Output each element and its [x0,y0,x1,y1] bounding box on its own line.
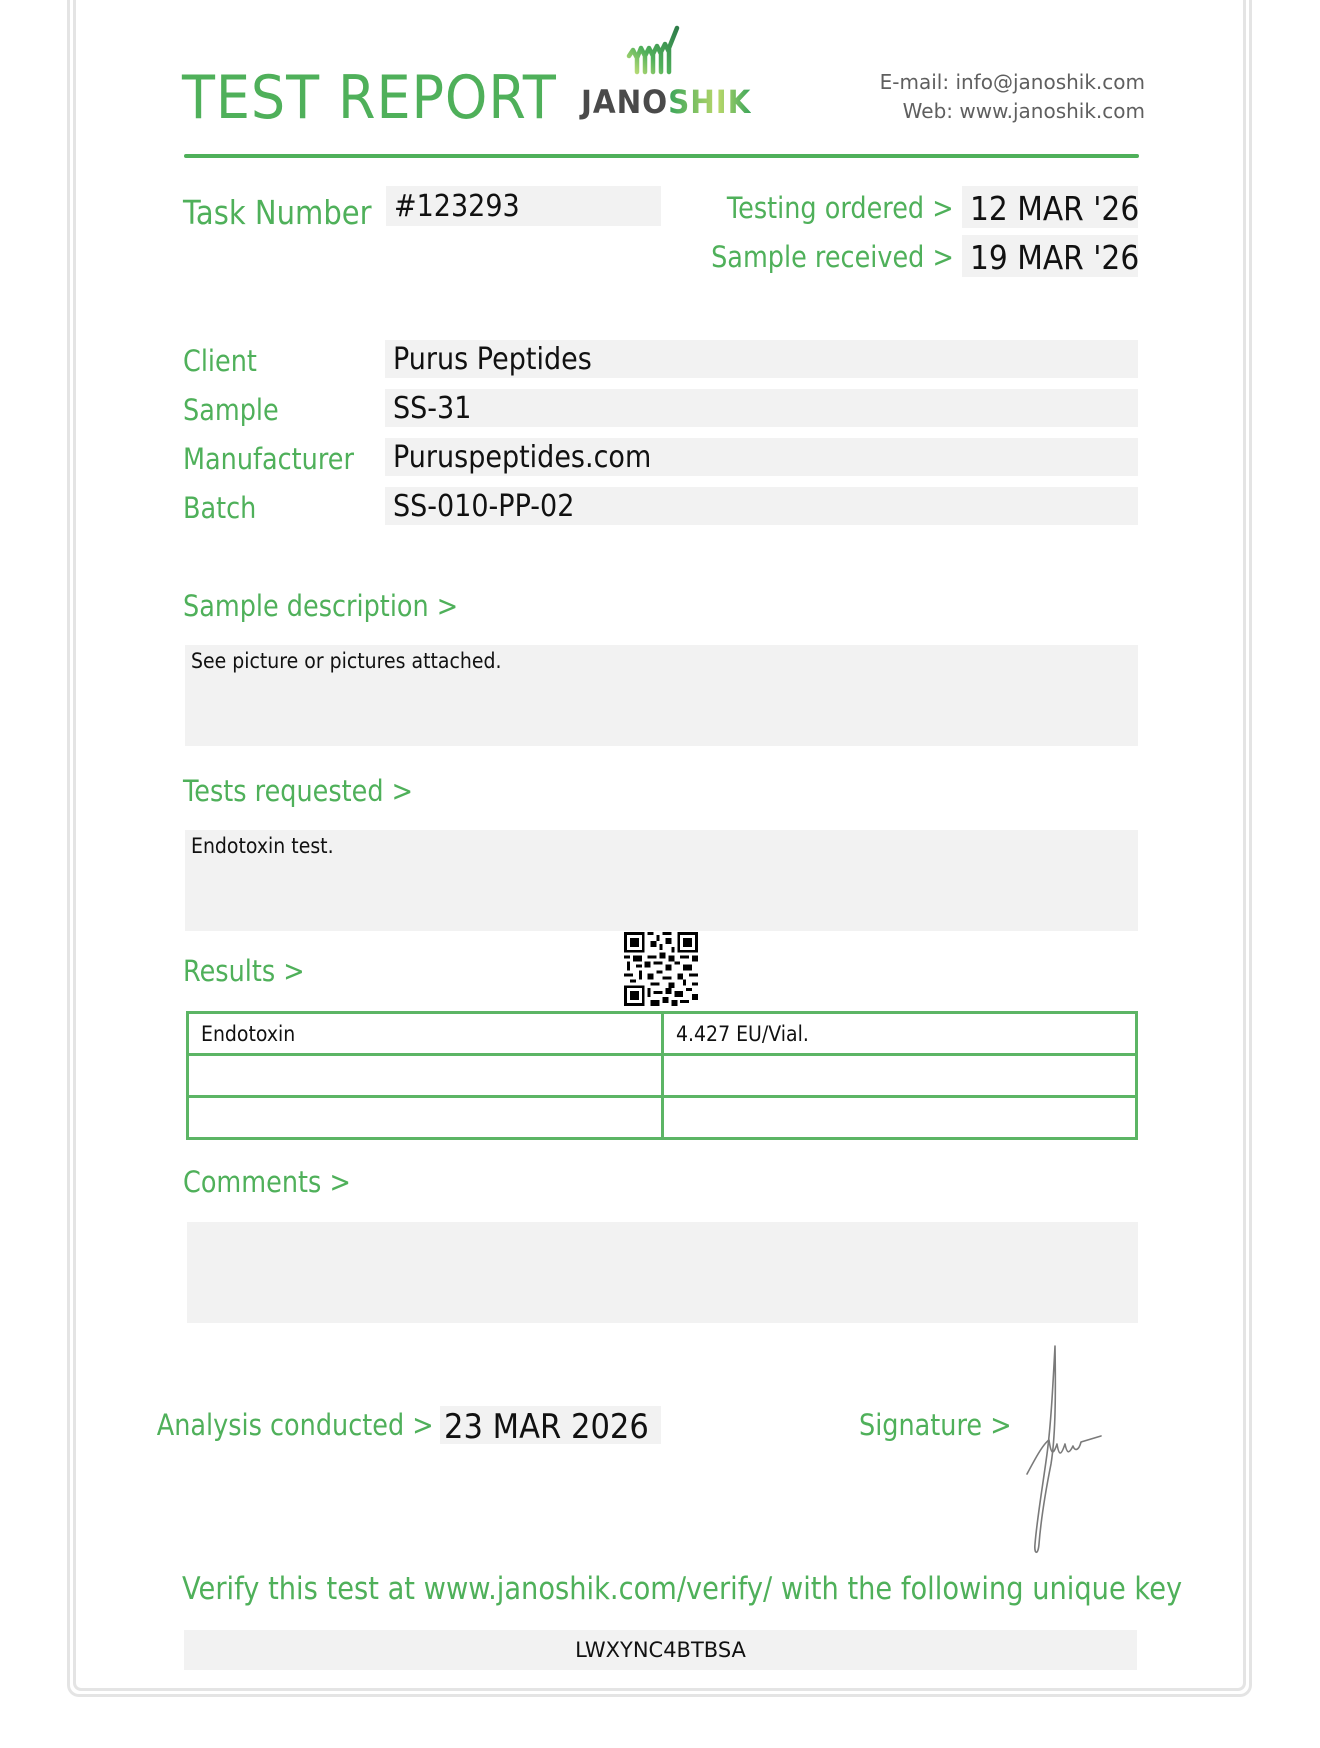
task-number-field [386,186,661,226]
sample-label: Sample [183,393,279,427]
sample-description-box [185,645,1138,746]
results-test-name: Endotoxin [201,1021,296,1046]
analysis-date-value: 23 MAR 2026 [444,1407,649,1447]
results-test-value: 4.427 EU/Vial. [675,1021,809,1046]
client-field [385,340,1138,378]
email-label: E-mail: [879,70,950,94]
results-cell-test [188,1013,663,1055]
client-label: Client [183,344,257,378]
task-number-label: Task Number [183,193,372,232]
web-link[interactable]: www.janoshik.com [959,99,1145,123]
tests-requested-text: Endotoxin test. [191,834,334,858]
logo-text-jano: JANO [581,83,669,121]
signature-label: Signature > [859,1408,1012,1442]
manufacturer-value: Puruspeptides.com [393,440,652,475]
results-table [186,1011,1138,1140]
report-title: TEST REPORT [182,63,557,133]
comments-label: Comments > [183,1165,351,1199]
results-label: Results > [183,954,305,988]
manufacturer-label: Manufacturer [183,442,354,476]
verify-instructions: Verify this test at www.janoshik.com/verify/ with the following unique key [182,1571,1183,1607]
sample-field [385,389,1138,427]
header-divider [184,154,1139,158]
sample-description-label: Sample description > [183,589,459,623]
results-cell-value [662,1055,1137,1097]
batch-label: Batch [183,491,257,525]
table-row [188,1013,1137,1055]
qr-code-icon[interactable] [624,932,698,1006]
table-row [188,1097,1137,1139]
sample-value: SS-31 [393,391,472,426]
batch-value: SS-010-PP-02 [393,489,575,524]
web-line [880,97,1145,126]
batch-field [385,487,1138,525]
email-line [880,68,1145,97]
table-row [188,1055,1137,1097]
sample-received-field [962,235,1138,277]
results-cell-value [662,1013,1137,1055]
comments-box [187,1222,1138,1323]
logo-text-shik: SHIK [668,83,752,121]
email-link[interactable]: info@janoshik.com [955,70,1145,94]
analysis-date-field [440,1406,661,1447]
results-cell-test [188,1097,663,1139]
janoshik-logo [581,24,752,121]
unique-key-value[interactable]: LWXYNC4BTBSA [575,1638,746,1662]
web-label: Web: [902,99,954,123]
testing-ordered-field [962,186,1138,228]
tests-requested-box [185,830,1138,931]
task-number-value: #123293 [394,189,520,224]
results-cell-value [662,1097,1137,1139]
manufacturer-field [385,438,1138,476]
tests-requested-label: Tests requested > [183,774,414,808]
unique-key-box [184,1630,1137,1670]
testing-ordered-label: Testing ordered > [727,191,954,225]
sample-received-value: 19 MAR '26 [970,238,1140,277]
rising-bars-logo-icon [581,24,741,84]
contact-info [880,68,1145,126]
results-cell-test [188,1055,663,1097]
sample-description-text: See picture or pictures attached. [191,649,502,673]
testing-ordered-value: 12 MAR '26 [970,189,1140,228]
analysis-conducted-label: Analysis conducted > [157,1408,434,1442]
handwritten-signature-icon [1025,1344,1105,1556]
sample-received-label: Sample received > [711,240,954,274]
client-value: Purus Peptides [393,342,592,377]
